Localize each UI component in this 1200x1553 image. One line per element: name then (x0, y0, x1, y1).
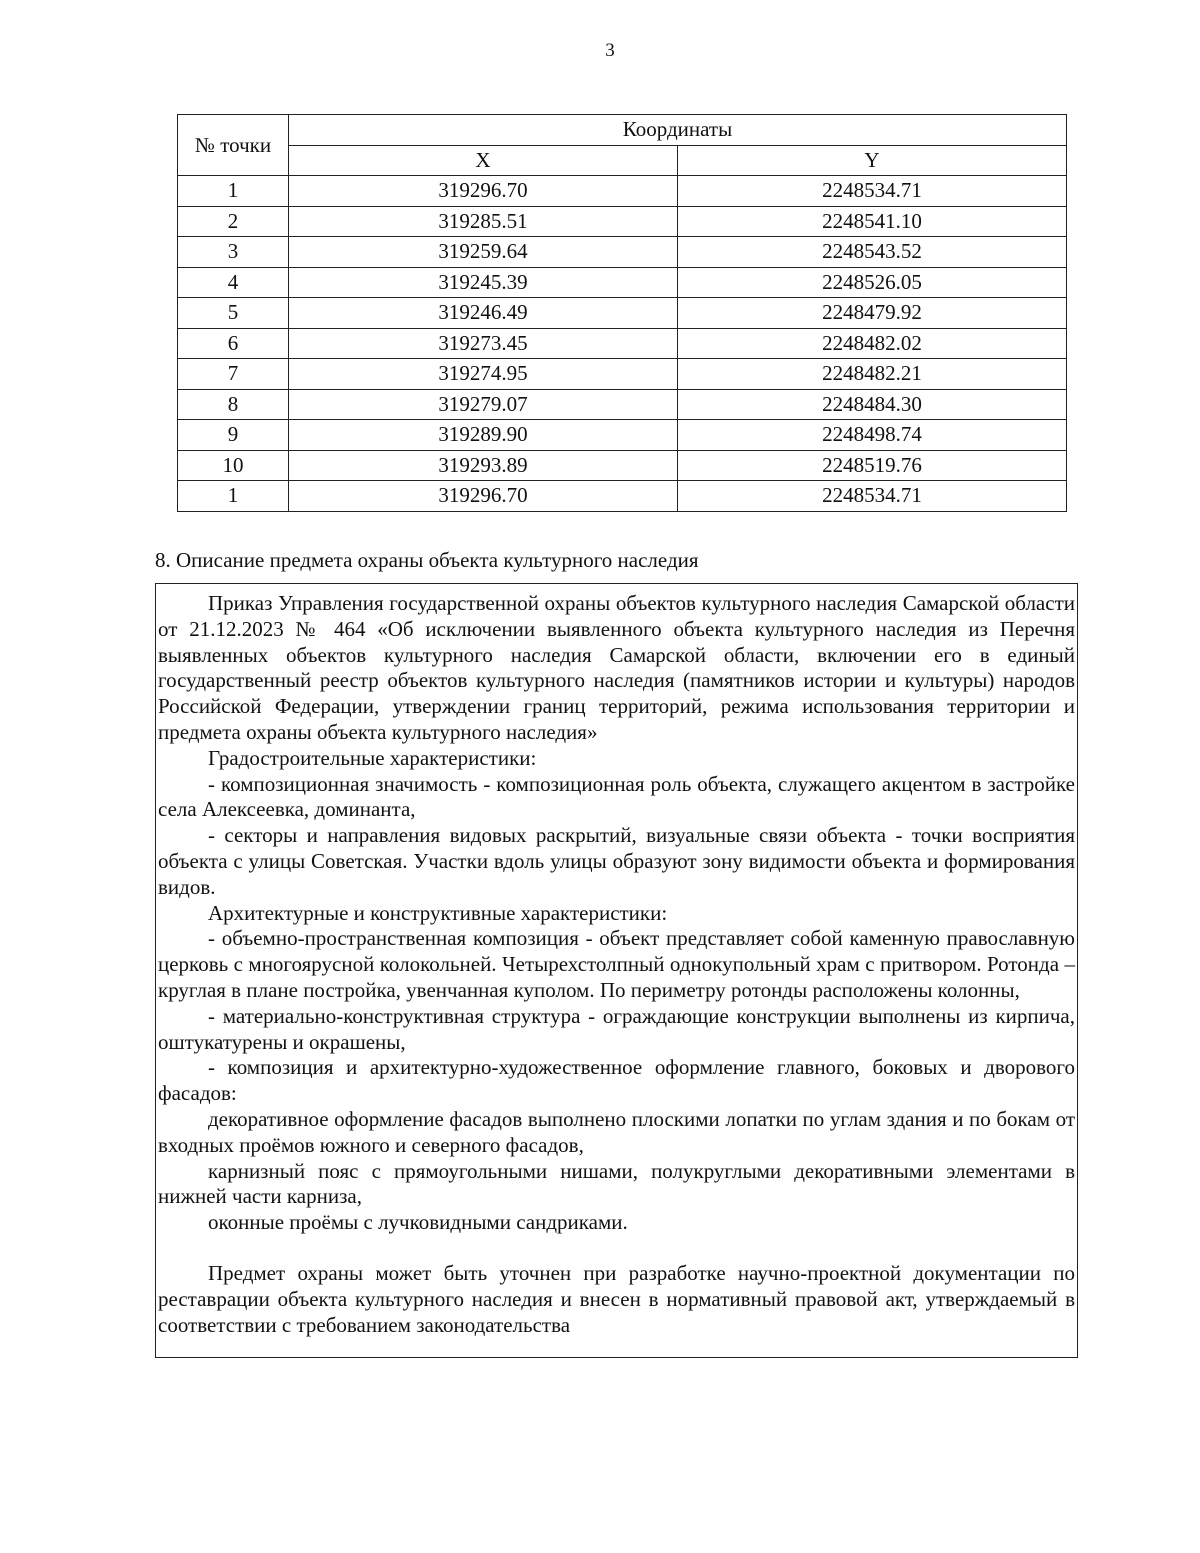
cell-x: 319245.39 (289, 267, 678, 298)
cell-x: 319274.95 (289, 359, 678, 390)
cell-y: 2248526.05 (678, 267, 1067, 298)
arch-item-6: оконные проёмы с лучковидными сандриками. (208, 1210, 628, 1235)
arch-item-2: - материально-конструктивная структура - ограждающие конструкции выполнены из кирпича, оштукатурены и окрашены, (158, 1003, 1075, 1054)
cell-x: 319285.51 (289, 206, 678, 237)
cell-point-number: 4 (178, 267, 289, 298)
blank-line (158, 1236, 1075, 1261)
cell-y: 2248543.52 (678, 237, 1067, 268)
table-row (178, 359, 1067, 390)
cell-point-number: 7 (178, 359, 289, 390)
table-row (178, 267, 1067, 298)
cell-x: 319289.90 (289, 420, 678, 451)
cell-point-number: 3 (178, 237, 289, 268)
header-y: Y (678, 145, 1067, 176)
arch-item-4: декоративное оформление фасадов выполнено плоскими лопатки по углам здания и по бокам от входных проёмов южного и северного фасадов, (158, 1106, 1075, 1157)
header-point-number: № точки (178, 115, 289, 176)
cell-x: 319246.49 (289, 298, 678, 329)
table-row (178, 450, 1067, 481)
table-subheader-row (178, 145, 1067, 176)
cell-y: 2248484.30 (678, 389, 1067, 420)
order-paragraph: Приказ Управления государственной охраны объектов культурного наследия Самарской области от 21.12.2023 № 464 «Об исключении выявленного объекта культурного наследия из Перечня выявленных объектов культурного наследия Самарской области, включении его в единый государственный реестр объектов культурного наследия (памятников истории и культуры) народов Российской Федерации, утверждении границ территорий, режима использования территории и предмета охраны объекта культурного наследия» (158, 591, 1075, 744)
table-row (178, 328, 1067, 359)
cell-point-number: 6 (178, 328, 289, 359)
arch-item-3: - композиция и архитектурно-художественное оформление главного, боковых и дворового фасадов: (158, 1055, 1075, 1106)
cell-point-number: 1 (178, 176, 289, 207)
protection-subject-box (155, 583, 1078, 1358)
cell-point-number: 5 (178, 298, 289, 329)
table-header-row (178, 115, 1067, 146)
urban-item-1: - композиционная значимость - композиционная роль объекта, служащего акцентом в застройке села Алексеевка, доминанта, (158, 771, 1075, 822)
urban-item-2: - секторы и направления видовых раскрытий, визуальные связи объекта - точки восприятия объекта с улицы Советская. Участки вдоль улицы образуют зону видимости объекта и формирования видов. (158, 823, 1075, 899)
cell-x: 319259.64 (289, 237, 678, 268)
table-row (178, 206, 1067, 237)
section-title: 8. Описание предмета охраны объекта культурного наследия (155, 548, 699, 572)
cell-x: 319279.07 (289, 389, 678, 420)
table-row (178, 420, 1067, 451)
page-number: 3 (605, 40, 615, 61)
cell-y: 2248519.76 (678, 450, 1067, 481)
urban-heading: Градостроительные характеристики: (208, 745, 537, 770)
cell-x: 319293.89 (289, 450, 678, 481)
cell-x: 319296.70 (289, 481, 678, 512)
table-row (178, 481, 1067, 512)
cell-x: 319273.45 (289, 328, 678, 359)
note-paragraph: Предмет охраны может быть уточнен при разработке научно-проектной документации по реставрации объекта культурного наследия и внесен в нормативный правовой акт, утверждаемый в соответствии с требованием законодательства (158, 1260, 1075, 1337)
table-row (178, 176, 1067, 207)
table-row (178, 389, 1067, 420)
coordinates-body (178, 176, 1067, 512)
cell-y: 2248482.21 (678, 359, 1067, 390)
cell-point-number: 2 (178, 206, 289, 237)
cell-point-number: 10 (178, 450, 289, 481)
arch-item-1: - объемно-пространственная композиция - объект представляет собой каменную православную церковь с многоярусной колокольней. Четырехстолпный однокупольный храм с притвором. Ротонда – круглая в плане постройка, увенчанная куполом. По периметру ротонды расположены колонны, (158, 926, 1075, 1002)
arch-item-5: карнизный пояс с прямоугольными нишами, полукруглыми декоративными элементами в нижней части карниза, (158, 1158, 1075, 1209)
cell-y: 2248541.10 (678, 206, 1067, 237)
cell-y: 2248534.71 (678, 176, 1067, 207)
arch-heading: Архитектурные и конструктивные характеристики: (208, 900, 668, 925)
cell-x: 319296.70 (289, 176, 678, 207)
coordinates-table (177, 114, 1067, 512)
cell-point-number: 9 (178, 420, 289, 451)
cell-y: 2248534.71 (678, 481, 1067, 512)
cell-point-number: 1 (178, 481, 289, 512)
header-x: X (289, 145, 678, 176)
table-row (178, 298, 1067, 329)
cell-point-number: 8 (178, 389, 289, 420)
cell-y: 2248482.02 (678, 328, 1067, 359)
cell-y: 2248498.74 (678, 420, 1067, 451)
cell-y: 2248479.92 (678, 298, 1067, 329)
header-coordinates: Координаты (289, 115, 1067, 146)
table-row (178, 237, 1067, 268)
